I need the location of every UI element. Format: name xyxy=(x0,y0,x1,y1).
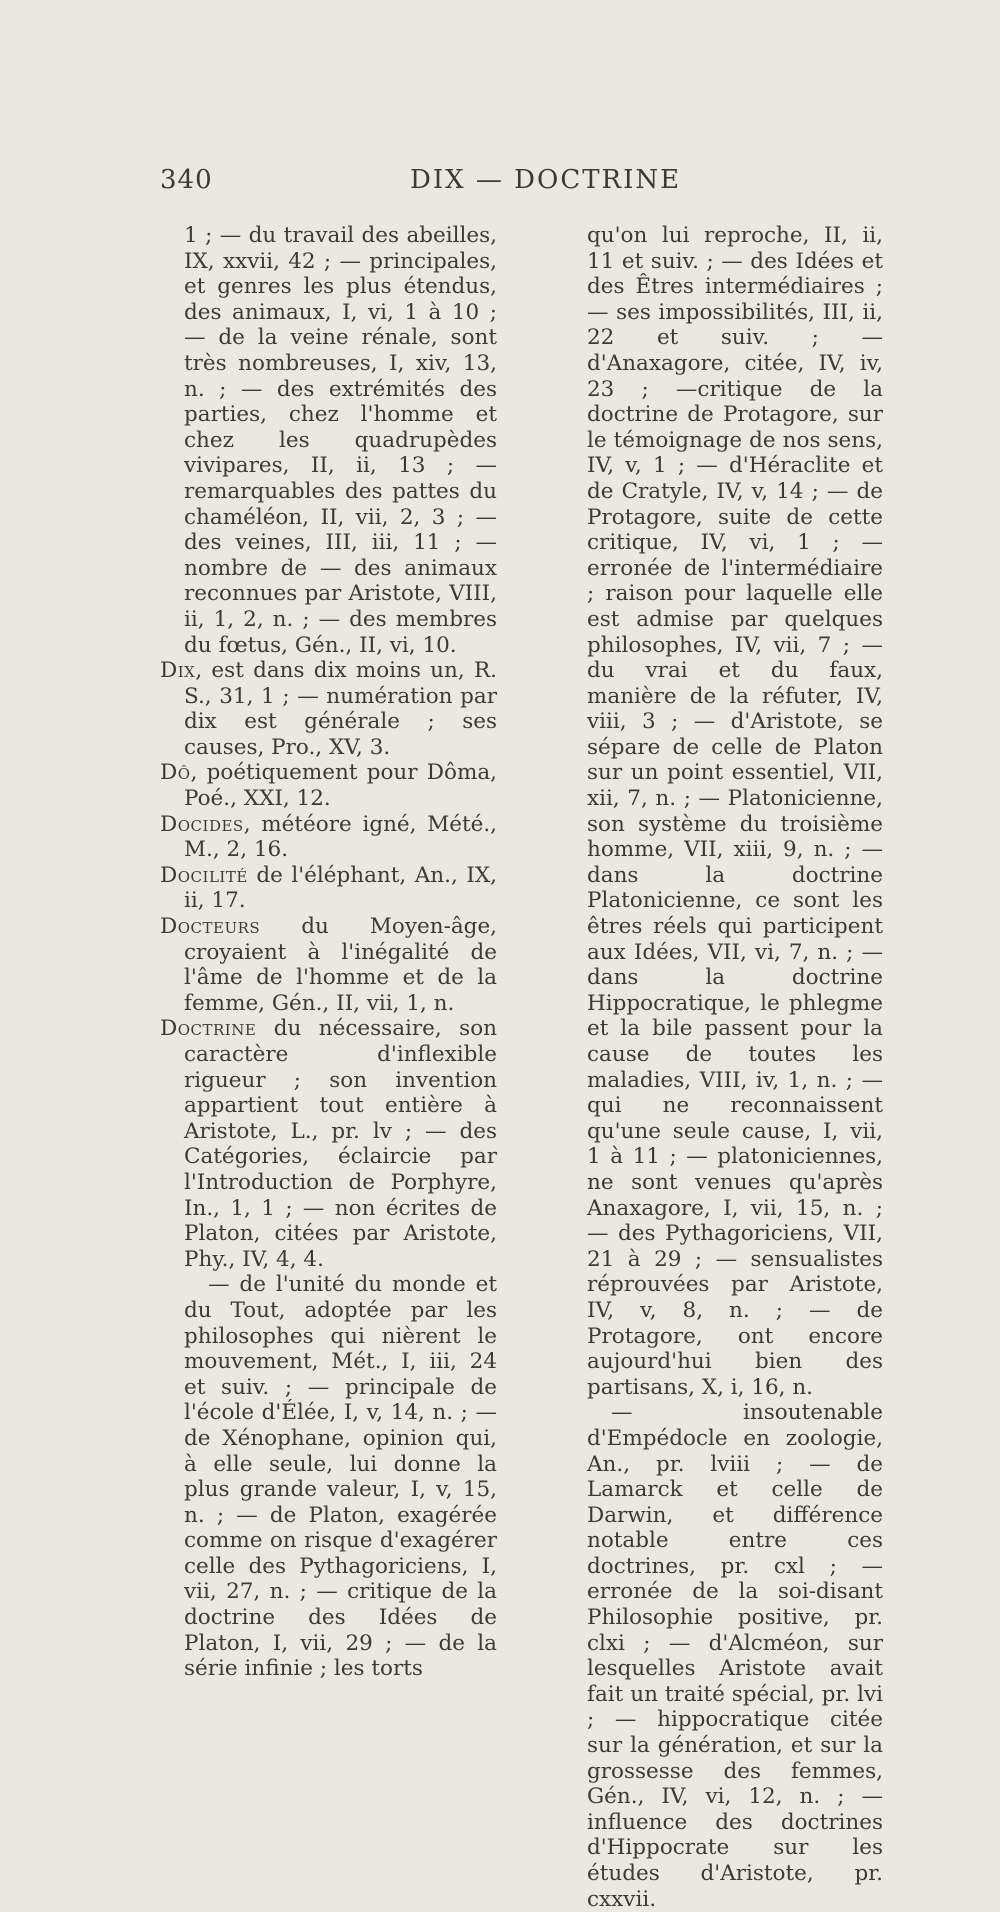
headword: Docteurs xyxy=(160,914,261,940)
entry-text: de l'éléphant, An., IX, ii, 17. xyxy=(184,862,497,914)
entry-text: , est dans dix moins un, R. S., 31, 1 ; — numération par dix est générale ; ses causes, Pro., XV, 3. xyxy=(184,658,497,760)
index-entry-doctrine xyxy=(160,1016,497,1272)
headword: Docides xyxy=(160,811,244,837)
entry-text: du Moyen-âge, croyaient à l'inégalité de l'âme de l'homme et de la femme, Gén., II, vii, 1, n. xyxy=(184,914,497,1016)
entry-text: du nécessaire, son caractère d'inflexible rigueur ; son invention appartient tout entière à Aristote, L., pr. lv ; — des Catégories, éclaircie par l'Introduction de Porphyre, In., 1, 1 ; — non écrites de Platon, citées par Aristote, Phy., IV, 4, 4. xyxy=(184,1016,497,1272)
headword: Dô xyxy=(160,760,191,786)
page-header xyxy=(160,165,820,205)
left-column xyxy=(160,223,497,1682)
index-entry-docilite xyxy=(160,863,497,914)
continued-entry: 1 ; — du travail des abeilles, IX, xxvii, 42 ; — principales, et genres les plus étendus, des animaux, I, vi, 1 à 10 ; — de la veine rénale, sont très nombreuses, I, xiv, 13, n. ; — des extrémités des parties, chez l'homme et chez les quadrupèdes vivipares, II, ii, 13 ; — remarquables des pattes du chaméléon, II, vii, 2, 3 ; — des veines, III, iii, 11 ; — nombre de — des animaux reconnues par Aristote, VIII, ii, 1, 2, n. ; — des membres du fœtus, Gén., II, vi, 10. xyxy=(184,223,497,658)
index-entry-docides xyxy=(160,812,497,863)
sub-entry: — de l'unité du monde et du Tout, adoptée par les philosophes qui nièrent le mouvement, Mét., I, iii, 24 et suiv. ; — principale de l'école d'Élée, I, v, 14, n. ; — de Xénophane, opinion qui, à elle seule, lui donne la plus grande valeur, I, v, 15, n. ; — de Platon, exagérée comme on risque d'exagérer celle des Pythagoriciens, I, vii, 27, n. ; — critique de la doctrine des Idées de Platon, I, vii, 29 ; — de la série infinie ; les torts xyxy=(184,1272,497,1682)
headword: Dix xyxy=(160,658,196,684)
entry-text: , poétiquement pour Dôma, Poé., XXI, 12. xyxy=(184,760,497,812)
page-number: 340 xyxy=(160,165,213,195)
running-head: DIX — DOCTRINE xyxy=(410,165,682,195)
headword: Doctrine xyxy=(160,1016,257,1042)
sub-entry: — insoutenable d'Empédocle en zoologie, An., pr. lviii ; — de Lamarck et celle de Darwin, et différence notable entre ces doctrines, pr. cxl ; — erronée de la soi-disant Philosophie positive, pr. clxi ; — d'Alcméon, sur lesquelles Aristote avait fait un traité spécial, pr. lvi ; — hippocratique citée sur la génération, et sur la grossesse des femmes, Gén., IV, vi, 12, n. ; — influence des doctrines d'Hippocrate sur les études d'Aristote, pr. cxxvii. xyxy=(587,1400,883,1912)
index-entry-do xyxy=(160,760,497,811)
continued-entry: qu'on lui reproche, II, ii, 11 et suiv. ; — des Idées et des Êtres intermédiaires ; — ses impossibilités, III, ii, 22 et suiv. ; — d'Anaxagore, citée, IV, iv, 23 ; —critique de la doctrine de Protagore, sur le témoignage de nos sens, IV, v, 1 ; — d'Héraclite et de Cratyle, IV, v, 14 ; — de Protagore, suite de cette critique, IV, vi, 1 ; — erronée de l'intermédiaire ; raison pour laquelle elle est admise par quelques philosophes, IV, vii, 7 ; — du vrai et du faux, manière de la réfuter, IV, viii, 3 ; — d'Aristote, se sépare de celle de Platon sur un point essentiel, VII, xii, 7, n. ; — Platonicienne, son système du troisième homme, VII, xiii, 9, n. ; — dans la doctrine Platonicienne, ce sont les êtres réels qui participent aux Idées, VII, vi, 7, n. ; — dans la doctrine Hippocratique, le phlegme et la bile passent pour la cause de toutes les maladies, VIII, iv, 1, n. ; — qui ne reconnaissent qu'une seule cause, I, vii, 1 à 11 ; — platoniciennes, ne sont venues qu'après Anaxagore, I, vii, 15, n. ; — des Pythagoriciens, VII, 21 à 29 ; — sensualistes réprouvées par Aristote, IV, v, 8, n. ; — de Protagore, ont encore aujourd'hui bien des partisans, X, i, 16, n. xyxy=(587,223,883,1400)
entry-text: , météore igné, Mété., M., 2, 16. xyxy=(184,811,497,863)
index-entry-dix xyxy=(160,658,497,760)
headword: Docilité xyxy=(160,862,248,888)
index-entry-docteurs xyxy=(160,914,497,1016)
right-column xyxy=(563,223,883,1912)
